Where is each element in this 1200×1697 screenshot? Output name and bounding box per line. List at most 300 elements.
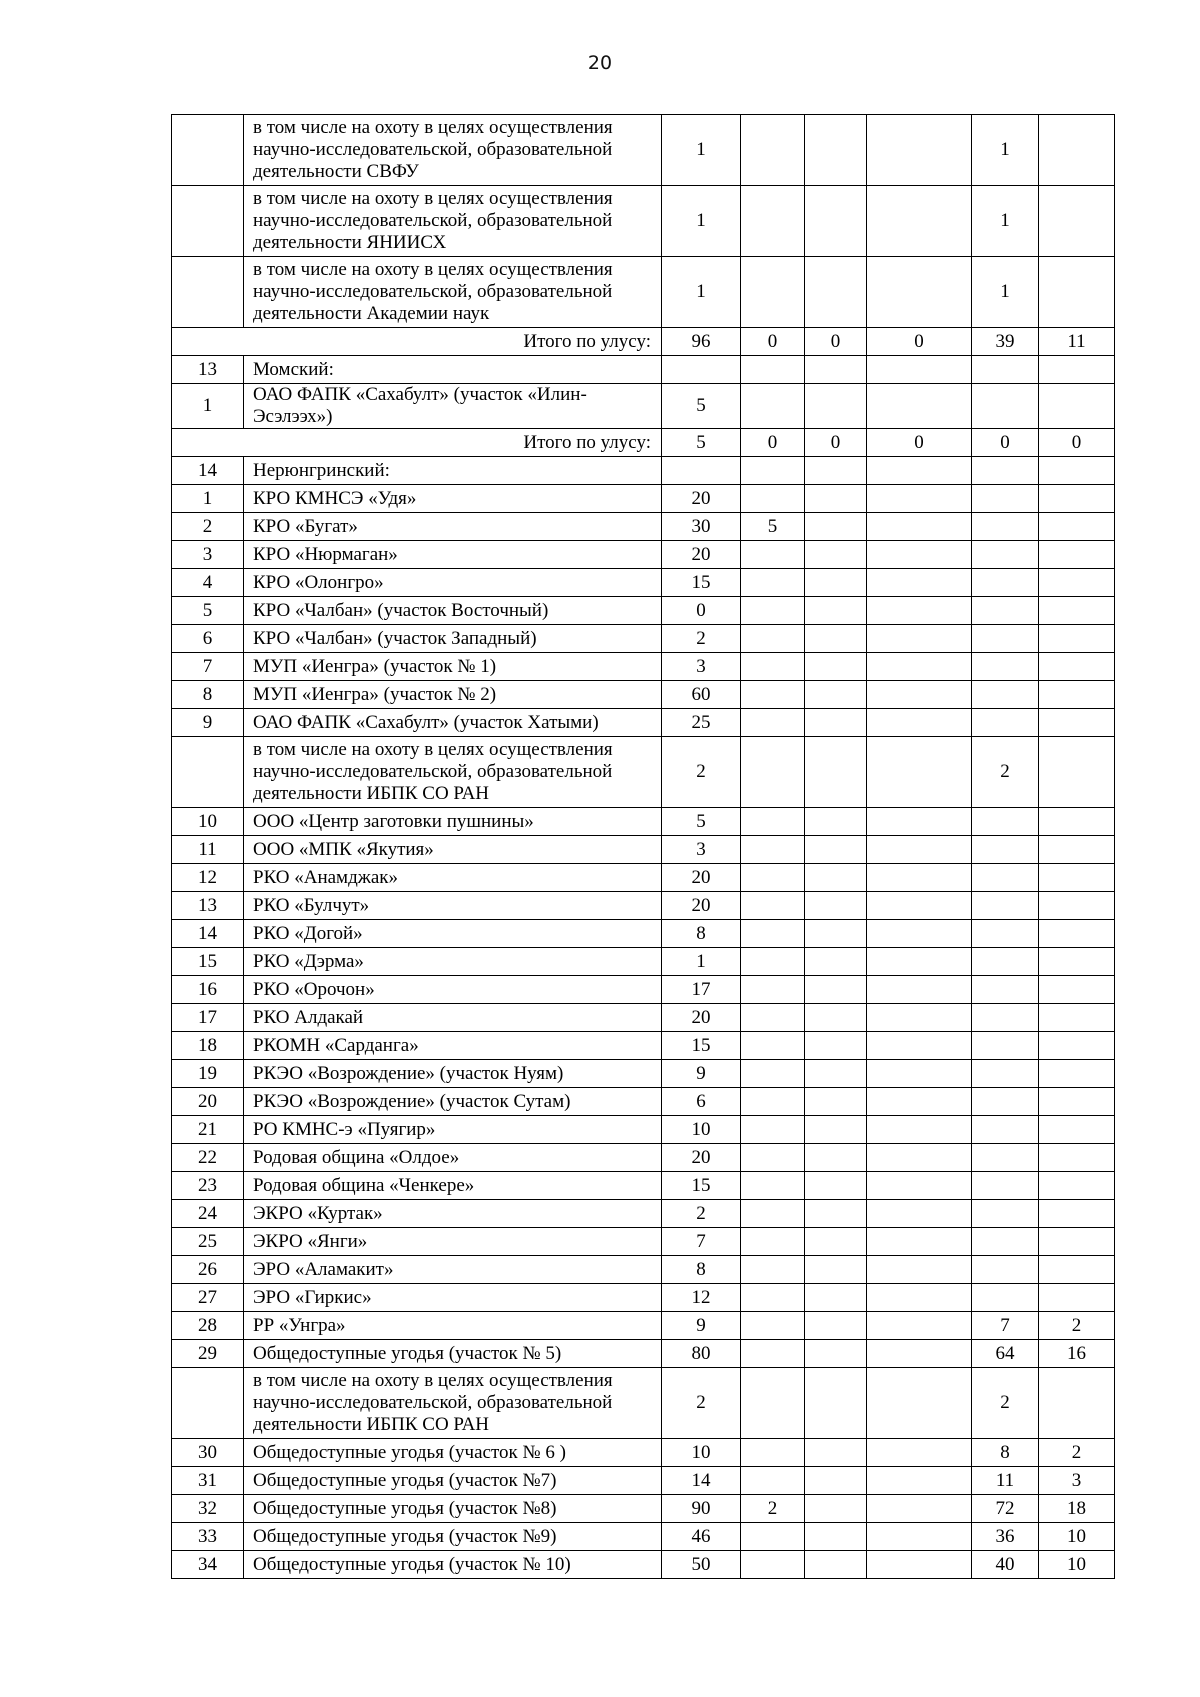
row-name: Общедоступные угодья (участок № 6 ) bbox=[244, 1439, 662, 1467]
table-row bbox=[172, 1495, 1115, 1523]
value-cell-1: 96 bbox=[662, 328, 741, 356]
row-name: ОАО ФАПК «Сахабулт» (участок «Илин-Эсэлээх») bbox=[244, 384, 662, 429]
value-cell-3 bbox=[805, 864, 867, 892]
value-cell-2 bbox=[741, 1340, 805, 1368]
value-cell-2 bbox=[741, 920, 805, 948]
table-row bbox=[172, 892, 1115, 920]
value-cell-5 bbox=[972, 1200, 1039, 1228]
value-cell-5: 2 bbox=[972, 737, 1039, 808]
row-number: 10 bbox=[172, 808, 244, 836]
value-cell-6: 2 bbox=[1039, 1439, 1115, 1467]
row-name: РР «Унгра» bbox=[244, 1312, 662, 1340]
value-cell-3 bbox=[805, 1284, 867, 1312]
value-cell-1: 30 bbox=[662, 513, 741, 541]
value-cell-3 bbox=[805, 1256, 867, 1284]
value-cell-2 bbox=[741, 681, 805, 709]
row-number: 22 bbox=[172, 1144, 244, 1172]
value-cell-6 bbox=[1039, 1060, 1115, 1088]
value-cell-6: 0 bbox=[1039, 429, 1115, 457]
value-cell-2 bbox=[741, 892, 805, 920]
row-number: 19 bbox=[172, 1060, 244, 1088]
value-cell-3 bbox=[805, 1032, 867, 1060]
total-row bbox=[172, 429, 1115, 457]
row-number: 32 bbox=[172, 1495, 244, 1523]
value-cell-3 bbox=[805, 1144, 867, 1172]
value-cell-6 bbox=[1039, 709, 1115, 737]
row-number bbox=[172, 115, 244, 186]
value-cell-4 bbox=[867, 653, 972, 681]
table-row bbox=[172, 115, 1115, 186]
value-cell-4 bbox=[867, 1032, 972, 1060]
value-cell-5: 39 bbox=[972, 328, 1039, 356]
value-cell-1: 20 bbox=[662, 1144, 741, 1172]
value-cell-1: 5 bbox=[662, 384, 741, 429]
value-cell-2 bbox=[741, 356, 805, 384]
table-row bbox=[172, 653, 1115, 681]
value-cell-4 bbox=[867, 257, 972, 328]
row-number: 25 bbox=[172, 1228, 244, 1256]
value-cell-1: 25 bbox=[662, 709, 741, 737]
row-name: КРО КМНСЭ «Удя» bbox=[244, 485, 662, 513]
value-cell-2 bbox=[741, 625, 805, 653]
value-cell-6: 3 bbox=[1039, 1467, 1115, 1495]
row-number: 33 bbox=[172, 1523, 244, 1551]
table-body bbox=[172, 115, 1115, 1579]
value-cell-4: 0 bbox=[867, 429, 972, 457]
value-cell-2 bbox=[741, 948, 805, 976]
value-cell-3 bbox=[805, 186, 867, 257]
value-cell-3 bbox=[805, 1312, 867, 1340]
value-cell-1: 10 bbox=[662, 1116, 741, 1144]
value-cell-5 bbox=[972, 384, 1039, 429]
value-cell-2 bbox=[741, 737, 805, 808]
value-cell-6 bbox=[1039, 681, 1115, 709]
table-row bbox=[172, 356, 1115, 384]
value-cell-5 bbox=[972, 948, 1039, 976]
value-cell-4 bbox=[867, 1004, 972, 1032]
row-number bbox=[172, 1368, 244, 1439]
value-cell-2 bbox=[741, 808, 805, 836]
value-cell-1: 5 bbox=[662, 429, 741, 457]
value-cell-5 bbox=[972, 681, 1039, 709]
value-cell-4 bbox=[867, 1312, 972, 1340]
value-cell-5: 1 bbox=[972, 186, 1039, 257]
value-cell-3 bbox=[805, 356, 867, 384]
value-cell-1: 2 bbox=[662, 1368, 741, 1439]
value-cell-6 bbox=[1039, 808, 1115, 836]
row-name: КРО «Нюрмаган» bbox=[244, 541, 662, 569]
value-cell-2 bbox=[741, 1060, 805, 1088]
table-row bbox=[172, 625, 1115, 653]
row-name: РКО «Дэрма» bbox=[244, 948, 662, 976]
value-cell-6: 10 bbox=[1039, 1551, 1115, 1579]
value-cell-1 bbox=[662, 457, 741, 485]
value-cell-4 bbox=[867, 808, 972, 836]
value-cell-6 bbox=[1039, 625, 1115, 653]
value-cell-2 bbox=[741, 1467, 805, 1495]
value-cell-4 bbox=[867, 1172, 972, 1200]
row-name: Общедоступные угодья (участок №8) bbox=[244, 1495, 662, 1523]
row-name: в том числе на охоту в целях осуществления научно-исследовательской, образовательной деятельности ИБПК СО РАН bbox=[244, 1368, 662, 1439]
table-row bbox=[172, 808, 1115, 836]
value-cell-2 bbox=[741, 457, 805, 485]
value-cell-6: 16 bbox=[1039, 1340, 1115, 1368]
row-name: КРО «Чалбан» (участок Западный) bbox=[244, 625, 662, 653]
value-cell-3 bbox=[805, 625, 867, 653]
value-cell-4 bbox=[867, 737, 972, 808]
row-number: 5 bbox=[172, 597, 244, 625]
table-row bbox=[172, 1004, 1115, 1032]
value-cell-6 bbox=[1039, 1116, 1115, 1144]
value-cell-3 bbox=[805, 513, 867, 541]
value-cell-6 bbox=[1039, 356, 1115, 384]
value-cell-3 bbox=[805, 920, 867, 948]
value-cell-1: 50 bbox=[662, 1551, 741, 1579]
row-name: Родовая община «Олдое» bbox=[244, 1144, 662, 1172]
value-cell-2 bbox=[741, 1088, 805, 1116]
value-cell-5: 72 bbox=[972, 1495, 1039, 1523]
value-cell-3 bbox=[805, 892, 867, 920]
table-row bbox=[172, 1551, 1115, 1579]
value-cell-4 bbox=[867, 976, 972, 1004]
value-cell-1: 0 bbox=[662, 597, 741, 625]
value-cell-2 bbox=[741, 1228, 805, 1256]
value-cell-5 bbox=[972, 485, 1039, 513]
table-row bbox=[172, 1172, 1115, 1200]
table-row bbox=[172, 186, 1115, 257]
value-cell-4 bbox=[867, 115, 972, 186]
value-cell-3 bbox=[805, 1200, 867, 1228]
total-label: Итого по улусу: bbox=[172, 328, 662, 356]
table-row bbox=[172, 1439, 1115, 1467]
total-label: Итого по улусу: bbox=[172, 429, 662, 457]
value-cell-6: 10 bbox=[1039, 1523, 1115, 1551]
value-cell-1: 7 bbox=[662, 1228, 741, 1256]
row-name: в том числе на охоту в целях осуществления научно-исследовательской, образовательной деятельности ИБПК СО РАН bbox=[244, 737, 662, 808]
row-name: РКО «Булчут» bbox=[244, 892, 662, 920]
value-cell-2 bbox=[741, 1200, 805, 1228]
value-cell-4: 0 bbox=[867, 328, 972, 356]
value-cell-4 bbox=[867, 1088, 972, 1116]
value-cell-3 bbox=[805, 808, 867, 836]
value-cell-1: 20 bbox=[662, 892, 741, 920]
value-cell-3 bbox=[805, 976, 867, 1004]
table-row bbox=[172, 541, 1115, 569]
table-row bbox=[172, 384, 1115, 429]
value-cell-4 bbox=[867, 836, 972, 864]
row-name: МУП «Иенгра» (участок № 1) bbox=[244, 653, 662, 681]
value-cell-4 bbox=[867, 1228, 972, 1256]
value-cell-1: 2 bbox=[662, 625, 741, 653]
value-cell-4 bbox=[867, 1340, 972, 1368]
row-name: ООО «Центр заготовки пушнины» bbox=[244, 808, 662, 836]
value-cell-3 bbox=[805, 737, 867, 808]
row-name: в том числе на охоту в целях осуществления научно-исследовательской, образовательной деятельности СВФУ bbox=[244, 115, 662, 186]
row-number: 21 bbox=[172, 1116, 244, 1144]
value-cell-2 bbox=[741, 1439, 805, 1467]
value-cell-5: 11 bbox=[972, 1467, 1039, 1495]
row-name: ЭРО «Гиркис» bbox=[244, 1284, 662, 1312]
value-cell-4 bbox=[867, 864, 972, 892]
value-cell-5 bbox=[972, 541, 1039, 569]
value-cell-4 bbox=[867, 1060, 972, 1088]
value-cell-3 bbox=[805, 836, 867, 864]
value-cell-3 bbox=[805, 653, 867, 681]
value-cell-1: 20 bbox=[662, 541, 741, 569]
table-row bbox=[172, 1523, 1115, 1551]
value-cell-6 bbox=[1039, 541, 1115, 569]
value-cell-1: 17 bbox=[662, 976, 741, 1004]
row-name: КРО «Бугат» bbox=[244, 513, 662, 541]
value-cell-6: 11 bbox=[1039, 328, 1115, 356]
row-name: РКЭО «Возрождение» (участок Нуям) bbox=[244, 1060, 662, 1088]
value-cell-5 bbox=[972, 653, 1039, 681]
value-cell-2 bbox=[741, 1368, 805, 1439]
value-cell-1: 8 bbox=[662, 1256, 741, 1284]
row-name: РКО «Орочон» bbox=[244, 976, 662, 1004]
row-number: 24 bbox=[172, 1200, 244, 1228]
table-row bbox=[172, 1088, 1115, 1116]
row-name: Родовая община «Ченкере» bbox=[244, 1172, 662, 1200]
row-number: 11 bbox=[172, 836, 244, 864]
row-name: Нерюнгринский: bbox=[244, 457, 662, 485]
value-cell-1: 5 bbox=[662, 808, 741, 836]
value-cell-4 bbox=[867, 1439, 972, 1467]
value-cell-6 bbox=[1039, 976, 1115, 1004]
value-cell-1: 15 bbox=[662, 569, 741, 597]
table-row bbox=[172, 1200, 1115, 1228]
value-cell-3 bbox=[805, 1116, 867, 1144]
value-cell-2 bbox=[741, 1116, 805, 1144]
value-cell-3 bbox=[805, 1228, 867, 1256]
value-cell-1: 15 bbox=[662, 1032, 741, 1060]
value-cell-2 bbox=[741, 569, 805, 597]
value-cell-6 bbox=[1039, 1088, 1115, 1116]
table-row bbox=[172, 1284, 1115, 1312]
value-cell-2 bbox=[741, 1312, 805, 1340]
value-cell-2 bbox=[741, 384, 805, 429]
row-number: 28 bbox=[172, 1312, 244, 1340]
value-cell-5 bbox=[972, 976, 1039, 1004]
value-cell-4 bbox=[867, 541, 972, 569]
value-cell-4 bbox=[867, 1368, 972, 1439]
value-cell-1: 3 bbox=[662, 836, 741, 864]
value-cell-2 bbox=[741, 1004, 805, 1032]
row-number: 29 bbox=[172, 1340, 244, 1368]
table-row bbox=[172, 1032, 1115, 1060]
row-number: 15 bbox=[172, 948, 244, 976]
value-cell-2 bbox=[741, 864, 805, 892]
value-cell-1 bbox=[662, 356, 741, 384]
row-number: 16 bbox=[172, 976, 244, 1004]
value-cell-6: 2 bbox=[1039, 1312, 1115, 1340]
value-cell-4 bbox=[867, 681, 972, 709]
value-cell-1: 9 bbox=[662, 1312, 741, 1340]
row-name: РКО «Догой» bbox=[244, 920, 662, 948]
row-name: ООО «МПК «Якутия» bbox=[244, 836, 662, 864]
value-cell-1: 6 bbox=[662, 1088, 741, 1116]
value-cell-1: 2 bbox=[662, 1200, 741, 1228]
value-cell-5 bbox=[972, 808, 1039, 836]
table-row bbox=[172, 257, 1115, 328]
value-cell-2 bbox=[741, 115, 805, 186]
row-number: 6 bbox=[172, 625, 244, 653]
row-name: КРО «Чалбан» (участок Восточный) bbox=[244, 597, 662, 625]
value-cell-3 bbox=[805, 1004, 867, 1032]
value-cell-5 bbox=[972, 597, 1039, 625]
value-cell-6 bbox=[1039, 1368, 1115, 1439]
value-cell-5: 1 bbox=[972, 257, 1039, 328]
value-cell-1: 8 bbox=[662, 920, 741, 948]
value-cell-5 bbox=[972, 920, 1039, 948]
value-cell-1: 80 bbox=[662, 1340, 741, 1368]
value-cell-5: 64 bbox=[972, 1340, 1039, 1368]
value-cell-6 bbox=[1039, 864, 1115, 892]
table-row bbox=[172, 485, 1115, 513]
row-name: ЭРО «Аламакит» bbox=[244, 1256, 662, 1284]
table-row bbox=[172, 1340, 1115, 1368]
value-cell-2 bbox=[741, 257, 805, 328]
value-cell-2: 0 bbox=[741, 429, 805, 457]
value-cell-2 bbox=[741, 1523, 805, 1551]
value-cell-6 bbox=[1039, 1144, 1115, 1172]
value-cell-4 bbox=[867, 1551, 972, 1579]
value-cell-4 bbox=[867, 1523, 972, 1551]
table-row bbox=[172, 569, 1115, 597]
row-number: 1 bbox=[172, 485, 244, 513]
value-cell-2 bbox=[741, 1551, 805, 1579]
value-cell-4 bbox=[867, 1116, 972, 1144]
value-cell-1: 20 bbox=[662, 1004, 741, 1032]
table-row bbox=[172, 948, 1115, 976]
value-cell-1: 9 bbox=[662, 1060, 741, 1088]
value-cell-6 bbox=[1039, 384, 1115, 429]
table-row bbox=[172, 1256, 1115, 1284]
value-cell-1: 1 bbox=[662, 186, 741, 257]
value-cell-6: 18 bbox=[1039, 1495, 1115, 1523]
value-cell-2: 2 bbox=[741, 1495, 805, 1523]
value-cell-6 bbox=[1039, 737, 1115, 808]
value-cell-4 bbox=[867, 892, 972, 920]
row-number: 34 bbox=[172, 1551, 244, 1579]
value-cell-6 bbox=[1039, 1172, 1115, 1200]
value-cell-4 bbox=[867, 186, 972, 257]
value-cell-5: 1 bbox=[972, 115, 1039, 186]
row-number: 13 bbox=[172, 892, 244, 920]
value-cell-2 bbox=[741, 836, 805, 864]
value-cell-6 bbox=[1039, 115, 1115, 186]
value-cell-2: 5 bbox=[741, 513, 805, 541]
value-cell-6 bbox=[1039, 892, 1115, 920]
value-cell-3 bbox=[805, 1439, 867, 1467]
value-cell-3 bbox=[805, 485, 867, 513]
value-cell-1: 1 bbox=[662, 115, 741, 186]
value-cell-1: 20 bbox=[662, 485, 741, 513]
row-number: 20 bbox=[172, 1088, 244, 1116]
value-cell-5 bbox=[972, 513, 1039, 541]
value-cell-2 bbox=[741, 485, 805, 513]
value-cell-6 bbox=[1039, 257, 1115, 328]
value-cell-4 bbox=[867, 1467, 972, 1495]
table-row bbox=[172, 1467, 1115, 1495]
value-cell-5 bbox=[972, 709, 1039, 737]
row-number: 8 bbox=[172, 681, 244, 709]
value-cell-5 bbox=[972, 1144, 1039, 1172]
value-cell-6 bbox=[1039, 1032, 1115, 1060]
value-cell-1: 15 bbox=[662, 1172, 741, 1200]
table-row bbox=[172, 457, 1115, 485]
table-row bbox=[172, 597, 1115, 625]
value-cell-1: 1 bbox=[662, 948, 741, 976]
value-cell-4 bbox=[867, 625, 972, 653]
value-cell-5: 2 bbox=[972, 1368, 1039, 1439]
value-cell-3 bbox=[805, 457, 867, 485]
value-cell-1: 14 bbox=[662, 1467, 741, 1495]
value-cell-6 bbox=[1039, 597, 1115, 625]
value-cell-2 bbox=[741, 1032, 805, 1060]
table-row bbox=[172, 709, 1115, 737]
row-number: 31 bbox=[172, 1467, 244, 1495]
value-cell-4 bbox=[867, 1495, 972, 1523]
value-cell-2 bbox=[741, 1172, 805, 1200]
value-cell-5 bbox=[972, 356, 1039, 384]
value-cell-5 bbox=[972, 836, 1039, 864]
value-cell-4 bbox=[867, 920, 972, 948]
table-row bbox=[172, 920, 1115, 948]
table-row bbox=[172, 681, 1115, 709]
table-row bbox=[172, 1368, 1115, 1439]
table-row bbox=[172, 1060, 1115, 1088]
value-cell-5: 7 bbox=[972, 1312, 1039, 1340]
row-name: Общедоступные угодья (участок № 5) bbox=[244, 1340, 662, 1368]
row-name: КРО «Олонгро» bbox=[244, 569, 662, 597]
value-cell-3 bbox=[805, 1368, 867, 1439]
value-cell-6 bbox=[1039, 920, 1115, 948]
row-number: 18 bbox=[172, 1032, 244, 1060]
value-cell-5 bbox=[972, 1116, 1039, 1144]
value-cell-4 bbox=[867, 1256, 972, 1284]
row-number: 4 bbox=[172, 569, 244, 597]
value-cell-3 bbox=[805, 681, 867, 709]
value-cell-6 bbox=[1039, 1228, 1115, 1256]
value-cell-1: 60 bbox=[662, 681, 741, 709]
value-cell-2 bbox=[741, 597, 805, 625]
value-cell-4 bbox=[867, 384, 972, 429]
value-cell-5 bbox=[972, 457, 1039, 485]
row-number: 13 bbox=[172, 356, 244, 384]
value-cell-1: 10 bbox=[662, 1439, 741, 1467]
row-name: РО КМНС-э «Пуягир» bbox=[244, 1116, 662, 1144]
row-name: ЭКРО «Янги» bbox=[244, 1228, 662, 1256]
value-cell-5: 8 bbox=[972, 1439, 1039, 1467]
table-row bbox=[172, 1312, 1115, 1340]
value-cell-3 bbox=[805, 384, 867, 429]
value-cell-2 bbox=[741, 1144, 805, 1172]
value-cell-1: 90 bbox=[662, 1495, 741, 1523]
value-cell-5 bbox=[972, 1256, 1039, 1284]
value-cell-5: 36 bbox=[972, 1523, 1039, 1551]
value-cell-2 bbox=[741, 541, 805, 569]
table-row bbox=[172, 864, 1115, 892]
value-cell-5 bbox=[972, 1228, 1039, 1256]
value-cell-5: 40 bbox=[972, 1551, 1039, 1579]
value-cell-5 bbox=[972, 892, 1039, 920]
table-row bbox=[172, 737, 1115, 808]
value-cell-1: 12 bbox=[662, 1284, 741, 1312]
row-number: 27 bbox=[172, 1284, 244, 1312]
row-number bbox=[172, 186, 244, 257]
value-cell-5 bbox=[972, 569, 1039, 597]
